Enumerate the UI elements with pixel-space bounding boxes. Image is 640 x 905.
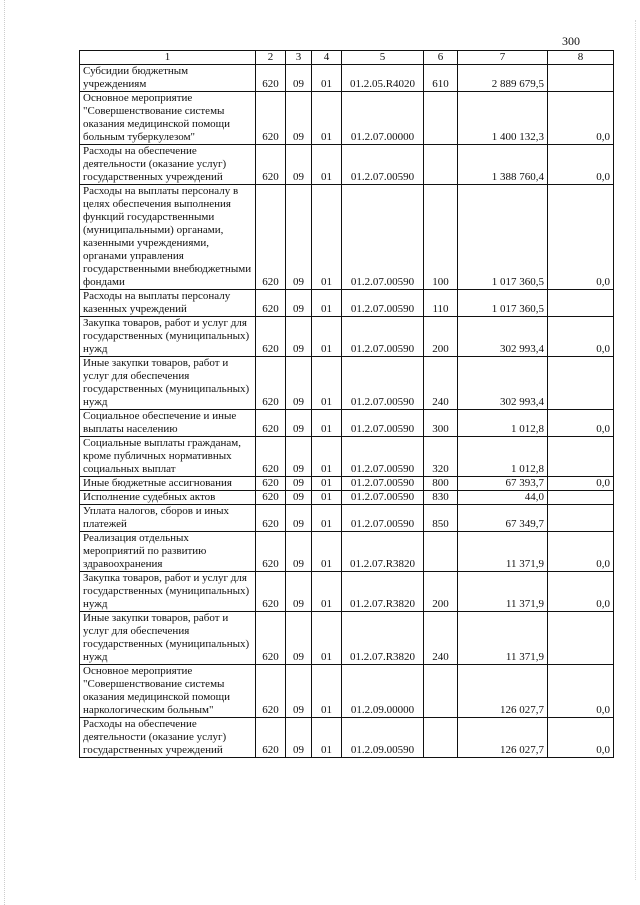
amount-cell: 67 349,7: [458, 505, 548, 532]
expense-type-cell: [424, 145, 458, 185]
subsection-code-cell: 01: [312, 290, 342, 317]
amount-extra-cell: [548, 65, 614, 92]
amount-extra-cell: 0,0: [548, 718, 614, 758]
section-code-cell: 09: [286, 572, 312, 612]
item-name-cell: Расходы на выплаты персоналу в целях обеспечения выполнения функций государственными (муниципальными) органами, казенными учреждениями, органами управления государственными внебюджетными фондами: [80, 185, 256, 290]
target-article-cell: 01.2.07.R3820: [342, 612, 424, 665]
table-row: [80, 65, 614, 92]
item-name-cell: Расходы на обеспечение деятельности (оказание услуг) государственных учреждений: [80, 145, 256, 185]
target-article-cell: 01.2.07.00590: [342, 185, 424, 290]
item-name-cell: Основное мероприятие "Совершенствование системы оказания медицинской помощи больным туберкулезом": [80, 92, 256, 145]
subsection-code-cell: 01: [312, 65, 342, 92]
amount-cell: 302 993,4: [458, 317, 548, 357]
amount-extra-cell: 0,0: [548, 572, 614, 612]
section-code-cell: 09: [286, 477, 312, 491]
ministry-code-cell: 620: [256, 65, 286, 92]
item-name-cell: Расходы на выплаты персоналу казенных учреждений: [80, 290, 256, 317]
amount-cell: 1 012,8: [458, 410, 548, 437]
item-name-cell: Субсидии бюджетным учреждениям: [80, 65, 256, 92]
amount-cell: 44,0: [458, 491, 548, 505]
amount-extra-cell: [548, 357, 614, 410]
subsection-code-cell: 01: [312, 572, 342, 612]
expense-type-cell: 200: [424, 572, 458, 612]
expense-type-cell: 110: [424, 290, 458, 317]
col-header: 7: [458, 51, 548, 65]
amount-cell: 302 993,4: [458, 357, 548, 410]
expense-type-cell: [424, 665, 458, 718]
table-row: [80, 145, 614, 185]
scan-edge-right: [634, 20, 636, 880]
ministry-code-cell: 620: [256, 491, 286, 505]
subsection-code-cell: 01: [312, 437, 342, 477]
subsection-code-cell: 01: [312, 410, 342, 437]
col-header: 8: [548, 51, 614, 65]
expense-type-cell: 610: [424, 65, 458, 92]
amount-extra-cell: 0,0: [548, 477, 614, 491]
item-name-cell: Основное мероприятие "Совершенствование системы оказания медицинской помощи наркологическим больным": [80, 665, 256, 718]
amount-cell: 11 371,9: [458, 532, 548, 572]
section-code-cell: 09: [286, 410, 312, 437]
item-name-cell: Расходы на обеспечение деятельности (оказание услуг) государственных учреждений: [80, 718, 256, 758]
amount-extra-cell: 0,0: [548, 665, 614, 718]
table-row: [80, 505, 614, 532]
subsection-code-cell: 01: [312, 505, 342, 532]
amount-extra-cell: [548, 505, 614, 532]
col-header: 5: [342, 51, 424, 65]
table-row: [80, 437, 614, 477]
target-article-cell: 01.2.07.00590: [342, 505, 424, 532]
ministry-code-cell: 620: [256, 185, 286, 290]
item-name-cell: Закупка товаров, работ и услуг для государственных (муниципальных) нужд: [80, 572, 256, 612]
table-row: [80, 290, 614, 317]
subsection-code-cell: 01: [312, 491, 342, 505]
col-header: 6: [424, 51, 458, 65]
amount-cell: 2 889 679,5: [458, 65, 548, 92]
amount-extra-cell: 0,0: [548, 532, 614, 572]
amount-cell: 11 371,9: [458, 572, 548, 612]
amount-cell: 1 400 132,3: [458, 92, 548, 145]
col-header: 2: [256, 51, 286, 65]
section-code-cell: 09: [286, 532, 312, 572]
target-article-cell: 01.2.07.00590: [342, 317, 424, 357]
item-name-cell: Уплата налогов, сборов и иных платежей: [80, 505, 256, 532]
target-article-cell: 01.2.07.00590: [342, 437, 424, 477]
section-code-cell: 09: [286, 357, 312, 410]
expense-type-cell: 850: [424, 505, 458, 532]
table-row: [80, 317, 614, 357]
subsection-code-cell: 01: [312, 612, 342, 665]
target-article-cell: 01.2.09.00000: [342, 665, 424, 718]
ministry-code-cell: 620: [256, 532, 286, 572]
expense-type-cell: 240: [424, 612, 458, 665]
amount-cell: 1 017 360,5: [458, 185, 548, 290]
section-code-cell: 09: [286, 290, 312, 317]
table-row: [80, 357, 614, 410]
ministry-code-cell: 620: [256, 92, 286, 145]
ministry-code-cell: 620: [256, 572, 286, 612]
expense-type-cell: 100: [424, 185, 458, 290]
expense-type-cell: [424, 718, 458, 758]
section-code-cell: 09: [286, 491, 312, 505]
expense-type-cell: [424, 92, 458, 145]
amount-extra-cell: 0,0: [548, 410, 614, 437]
amount-cell: 1 017 360,5: [458, 290, 548, 317]
col-header: 4: [312, 51, 342, 65]
table-row: [80, 532, 614, 572]
table-row: [80, 612, 614, 665]
section-code-cell: 09: [286, 665, 312, 718]
amount-extra-cell: 0,0: [548, 185, 614, 290]
item-name-cell: Иные закупки товаров, работ и услуг для обеспечения государственных (муниципальных) нужд: [80, 357, 256, 410]
ministry-code-cell: 620: [256, 477, 286, 491]
amount-extra-cell: [548, 290, 614, 317]
subsection-code-cell: 01: [312, 185, 342, 290]
section-code-cell: 09: [286, 505, 312, 532]
ministry-code-cell: 620: [256, 437, 286, 477]
section-code-cell: 09: [286, 612, 312, 665]
subsection-code-cell: 01: [312, 665, 342, 718]
subsection-code-cell: 01: [312, 357, 342, 410]
subsection-code-cell: 01: [312, 145, 342, 185]
expense-type-cell: 240: [424, 357, 458, 410]
target-article-cell: 01.2.07.R3820: [342, 532, 424, 572]
target-article-cell: 01.2.07.00590: [342, 145, 424, 185]
expense-type-cell: 800: [424, 477, 458, 491]
page-number: 300: [562, 34, 580, 48]
item-name-cell: Социальные выплаты гражданам, кроме публичных нормативных социальных выплат: [80, 437, 256, 477]
amount-cell: 1 012,8: [458, 437, 548, 477]
table-row: [80, 185, 614, 290]
budget-table: [79, 50, 614, 758]
section-code-cell: 09: [286, 145, 312, 185]
subsection-code-cell: 01: [312, 317, 342, 357]
section-code-cell: 09: [286, 185, 312, 290]
target-article-cell: 01.2.05.R4020: [342, 65, 424, 92]
target-article-cell: 01.2.07.00590: [342, 410, 424, 437]
section-code-cell: 09: [286, 65, 312, 92]
target-article-cell: 01.2.07.00590: [342, 357, 424, 410]
target-article-cell: 01.2.09.00590: [342, 718, 424, 758]
item-name-cell: Иные бюджетные ассигнования: [80, 477, 256, 491]
col-header: 3: [286, 51, 312, 65]
item-name-cell: Исполнение судебных актов: [80, 491, 256, 505]
table-row: [80, 718, 614, 758]
target-article-cell: 01.2.07.00590: [342, 491, 424, 505]
col-header: 1: [80, 51, 256, 65]
ministry-code-cell: 620: [256, 612, 286, 665]
item-name-cell: Закупка товаров, работ и услуг для государственных (муниципальных) нужд: [80, 317, 256, 357]
table-row: [80, 665, 614, 718]
ministry-code-cell: 620: [256, 505, 286, 532]
expense-type-cell: 830: [424, 491, 458, 505]
section-code-cell: 09: [286, 92, 312, 145]
table-row: [80, 572, 614, 612]
ministry-code-cell: 620: [256, 718, 286, 758]
ministry-code-cell: 620: [256, 290, 286, 317]
expense-type-cell: 200: [424, 317, 458, 357]
ministry-code-cell: 620: [256, 357, 286, 410]
section-code-cell: 09: [286, 718, 312, 758]
subsection-code-cell: 01: [312, 477, 342, 491]
amount-cell: 11 371,9: [458, 612, 548, 665]
table-row: [80, 410, 614, 437]
amount-extra-cell: [548, 491, 614, 505]
table-row: [80, 92, 614, 145]
subsection-code-cell: 01: [312, 532, 342, 572]
target-article-cell: 01.2.07.00000: [342, 92, 424, 145]
table-row: [80, 477, 614, 491]
amount-cell: 126 027,7: [458, 665, 548, 718]
section-code-cell: 09: [286, 317, 312, 357]
subsection-code-cell: 01: [312, 718, 342, 758]
subsection-code-cell: 01: [312, 92, 342, 145]
item-name-cell: Социальное обеспечение и иные выплаты населению: [80, 410, 256, 437]
expense-type-cell: 320: [424, 437, 458, 477]
expense-type-cell: 300: [424, 410, 458, 437]
ministry-code-cell: 620: [256, 665, 286, 718]
amount-cell: 126 027,7: [458, 718, 548, 758]
ministry-code-cell: 620: [256, 410, 286, 437]
amount-cell: 1 388 760,4: [458, 145, 548, 185]
item-name-cell: Реализация отдельных мероприятий по развитию здравоохранения: [80, 532, 256, 572]
amount-extra-cell: [548, 612, 614, 665]
target-article-cell: 01.2.07.R3820: [342, 572, 424, 612]
target-article-cell: 01.2.07.00590: [342, 290, 424, 317]
amount-extra-cell: 0,0: [548, 145, 614, 185]
scan-edge-left: [0, 0, 5, 905]
amount-extra-cell: 0,0: [548, 317, 614, 357]
table-header-row: [80, 51, 614, 65]
section-code-cell: 09: [286, 437, 312, 477]
item-name-cell: Иные закупки товаров, работ и услуг для обеспечения государственных (муниципальных) нужд: [80, 612, 256, 665]
table-row: [80, 491, 614, 505]
amount-extra-cell: 0,0: [548, 92, 614, 145]
amount-extra-cell: [548, 437, 614, 477]
expense-type-cell: [424, 532, 458, 572]
ministry-code-cell: 620: [256, 145, 286, 185]
amount-cell: 67 393,7: [458, 477, 548, 491]
ministry-code-cell: 620: [256, 317, 286, 357]
target-article-cell: 01.2.07.00590: [342, 477, 424, 491]
